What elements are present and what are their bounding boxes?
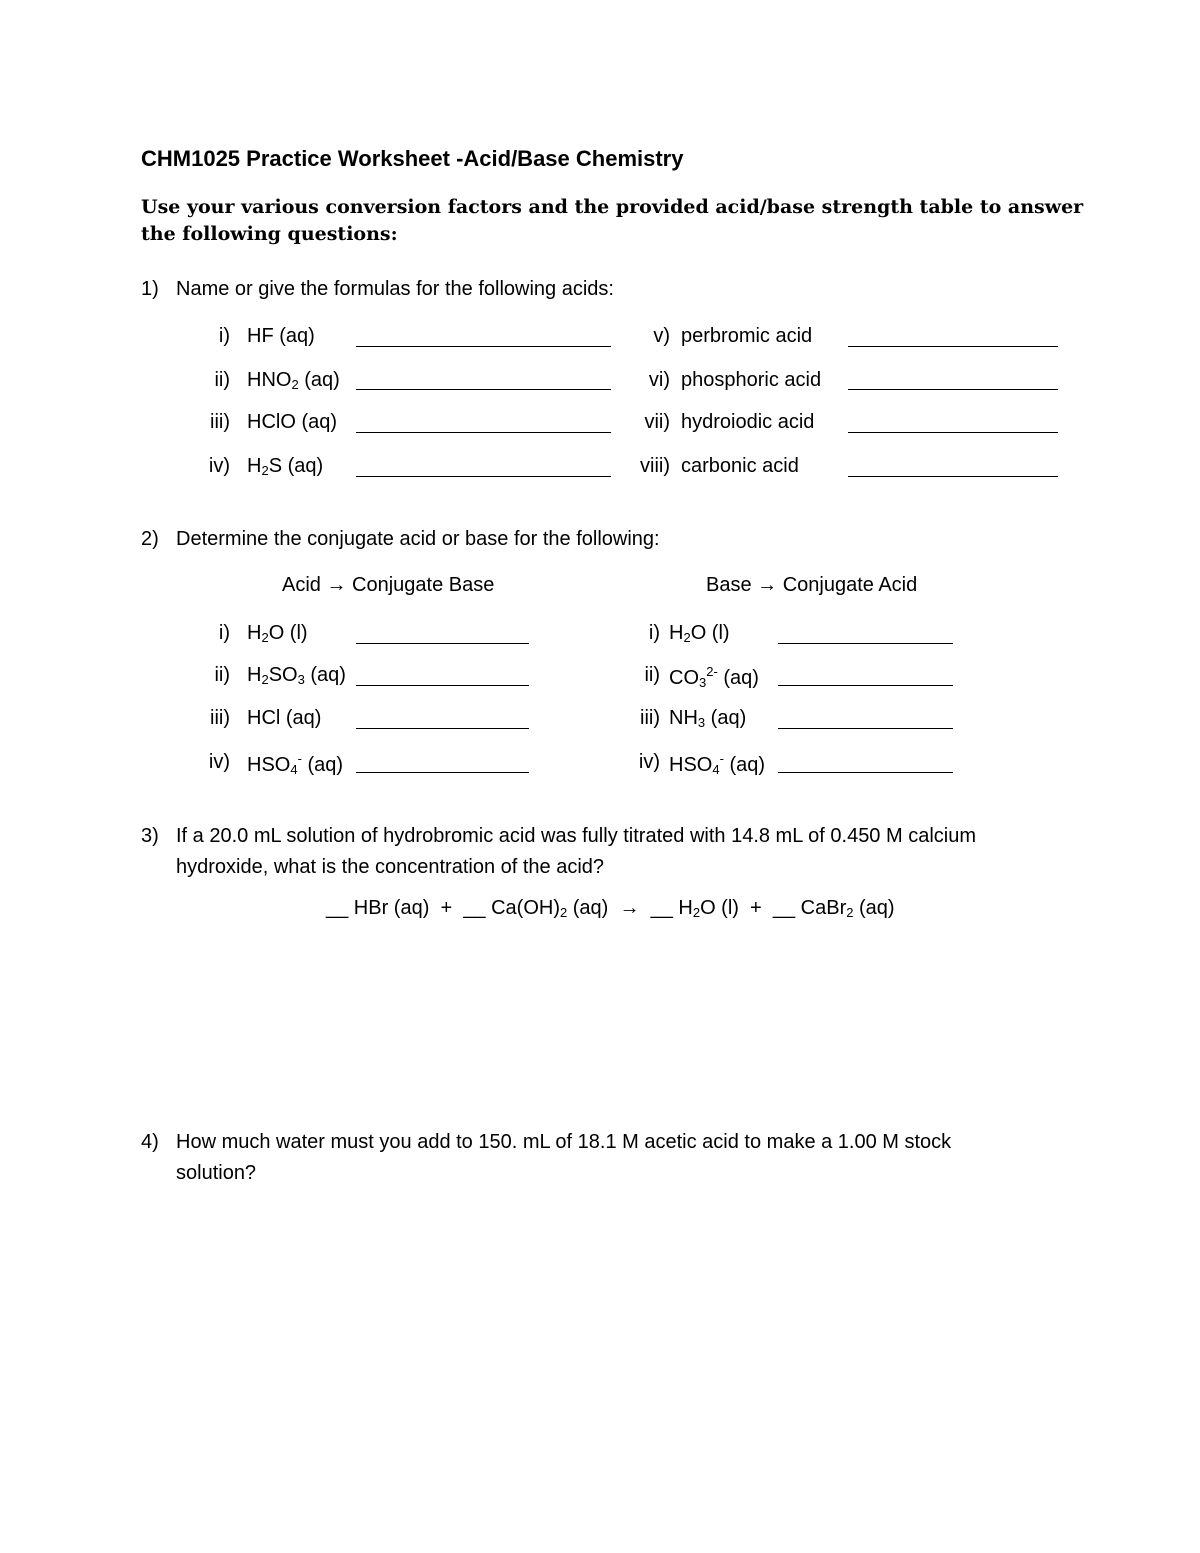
answer-blank[interactable] bbox=[356, 389, 611, 390]
answer-blank[interactable] bbox=[356, 685, 529, 686]
q2-number: 2) bbox=[141, 528, 159, 550]
coefficient-blank[interactable]: __ bbox=[772, 897, 796, 919]
equation-term: H bbox=[672, 897, 693, 919]
q2-right-label bbox=[669, 664, 759, 690]
answer-blank[interactable] bbox=[778, 772, 953, 773]
formula-subscript: 3 bbox=[699, 675, 707, 690]
formula-text: HSO bbox=[669, 754, 713, 776]
formula-subscript: 4 bbox=[290, 762, 298, 777]
q2-right-label bbox=[669, 707, 746, 730]
formula-text: (aq) bbox=[717, 667, 759, 689]
formula-superscript: - bbox=[719, 751, 724, 766]
answer-blank[interactable] bbox=[848, 432, 1058, 433]
q2-right-roman: i) bbox=[648, 622, 660, 644]
equation-term: (aq) → bbox=[567, 897, 651, 919]
formula-text: (aq) bbox=[304, 664, 346, 686]
equation-term: Ca(OH) bbox=[485, 897, 560, 919]
answer-blank[interactable] bbox=[356, 346, 611, 347]
formula-text: O (l) bbox=[268, 622, 308, 644]
formula-text: HSO bbox=[247, 754, 291, 776]
formula-subscript: 2 bbox=[261, 672, 269, 687]
q1-right-roman: viii) bbox=[640, 455, 670, 477]
q1-left-label: HF (aq) bbox=[247, 325, 315, 347]
formula-superscript: - bbox=[297, 751, 302, 766]
formula-subscript: 4 bbox=[712, 762, 720, 777]
formula-subscript: 3 bbox=[697, 715, 706, 730]
coefficient-blank[interactable]: __ bbox=[463, 897, 486, 919]
instructions-line-1: Use your various conversion factors and the provided acid/base strength table to answer bbox=[141, 196, 1084, 218]
answer-blank[interactable] bbox=[848, 476, 1058, 477]
q3-line-2: hydroxide, what is the concentration of the acid? bbox=[176, 856, 605, 878]
answer-blank[interactable] bbox=[778, 728, 953, 729]
q2-left-roman: iv) bbox=[208, 751, 230, 773]
q1-left-label bbox=[247, 369, 340, 392]
answer-blank[interactable] bbox=[356, 432, 611, 433]
q2-right-roman: ii) bbox=[644, 664, 660, 686]
answer-blank[interactable] bbox=[848, 389, 1058, 390]
acid-column-header: Acid → Conjugate Base bbox=[282, 574, 495, 596]
formula-text: (aq) bbox=[301, 754, 344, 776]
q2-left-roman: iii) bbox=[210, 707, 230, 729]
q2-left-roman: ii) bbox=[214, 664, 230, 686]
formula-text: H bbox=[247, 622, 262, 644]
equation-term: O (l) + bbox=[700, 897, 773, 919]
q1-left-roman: iv) bbox=[208, 455, 230, 477]
reaction-equation bbox=[326, 897, 895, 920]
equation-term: HBr (aq) + bbox=[348, 897, 464, 919]
answer-blank[interactable] bbox=[848, 346, 1058, 347]
answer-blank[interactable] bbox=[356, 476, 611, 477]
answer-blank[interactable] bbox=[778, 685, 953, 686]
base-column-header: Base → Conjugate Acid bbox=[706, 574, 918, 596]
formula-subscript: 2 bbox=[261, 630, 269, 645]
formula-text: SO bbox=[268, 664, 298, 686]
formula-subscript: 2 bbox=[692, 905, 701, 920]
answer-blank[interactable] bbox=[778, 643, 953, 644]
formula-subscript: 3 bbox=[297, 672, 305, 687]
q1-right-label: phosphoric acid bbox=[681, 369, 822, 391]
q1-left-roman: ii) bbox=[214, 369, 230, 391]
q1-right-roman: v) bbox=[653, 325, 670, 347]
q3-line-1: If a 20.0 mL solution of hydrobromic acid was fully titrated with 14.8 mL of 0.450 M calcium bbox=[176, 825, 976, 847]
formula-text: O (l) bbox=[690, 622, 730, 644]
answer-blank[interactable] bbox=[356, 728, 529, 729]
formula-text: H bbox=[247, 455, 262, 477]
q1-right-roman: vii) bbox=[644, 411, 670, 433]
formula-subscript: 2 bbox=[846, 905, 854, 920]
formula-text: H bbox=[669, 622, 684, 644]
formula-text: HNO bbox=[247, 369, 292, 391]
q1-prompt: Name or give the formulas for the following acids: bbox=[176, 278, 614, 300]
q2-right-roman: iv) bbox=[638, 751, 660, 773]
equation-term: (aq) bbox=[853, 897, 895, 919]
coefficient-blank[interactable]: __ bbox=[326, 897, 349, 919]
q1-left-label: HClO (aq) bbox=[247, 411, 338, 433]
answer-blank[interactable] bbox=[356, 772, 529, 773]
formula-text: H bbox=[247, 664, 262, 686]
q1-right-label: carbonic acid bbox=[681, 455, 799, 477]
formula-subscript: 2 bbox=[261, 463, 269, 478]
q2-prompt: Determine the conjugate acid or base for the following: bbox=[176, 528, 660, 550]
q2-left-label bbox=[247, 664, 346, 687]
q1-left-roman: iii) bbox=[210, 411, 230, 433]
q2-left-label bbox=[247, 622, 308, 645]
formula-subscript: 2 bbox=[559, 905, 568, 920]
formula-text: (aq) bbox=[705, 707, 747, 729]
q4-line-2: solution? bbox=[176, 1162, 257, 1184]
formula-superscript: 2- bbox=[706, 664, 718, 679]
q4-number: 4) bbox=[141, 1131, 159, 1153]
answer-blank[interactable] bbox=[356, 643, 529, 644]
formula-subscript: 2 bbox=[683, 630, 691, 645]
q2-right-roman: iii) bbox=[640, 707, 660, 729]
q2-right-label bbox=[669, 751, 765, 777]
q1-right-label: perbromic acid bbox=[681, 325, 813, 347]
q1-left-roman: i) bbox=[218, 325, 230, 347]
instructions-line-2: the following questions: bbox=[141, 223, 398, 245]
formula-text: CO bbox=[669, 667, 699, 689]
formula-text: (aq) bbox=[723, 754, 766, 776]
formula-text: S (aq) bbox=[268, 455, 324, 477]
q2-left-roman: i) bbox=[218, 622, 230, 644]
q1-right-label: hydroiodic acid bbox=[681, 411, 815, 433]
q3-number: 3) bbox=[141, 825, 159, 847]
formula-subscript: 2 bbox=[291, 377, 299, 392]
q2-right-label bbox=[669, 622, 730, 645]
coefficient-blank[interactable]: __ bbox=[650, 897, 673, 919]
q1-number: 1) bbox=[141, 278, 159, 300]
equation-term: CaBr bbox=[795, 897, 847, 919]
q2-left-label bbox=[247, 751, 343, 777]
formula-text: (aq) bbox=[298, 369, 340, 391]
q4-line-1: How much water must you add to 150. mL of 18.1 M acetic acid to make a 1.00 M stock bbox=[176, 1131, 952, 1153]
page-title: CHM1025 Practice Worksheet -Acid/Base Chemistry bbox=[141, 146, 684, 171]
q1-left-label bbox=[247, 455, 323, 478]
q2-left-label: HCl (aq) bbox=[247, 707, 322, 729]
q1-right-roman: vi) bbox=[648, 369, 670, 391]
formula-text: NH bbox=[669, 707, 698, 729]
